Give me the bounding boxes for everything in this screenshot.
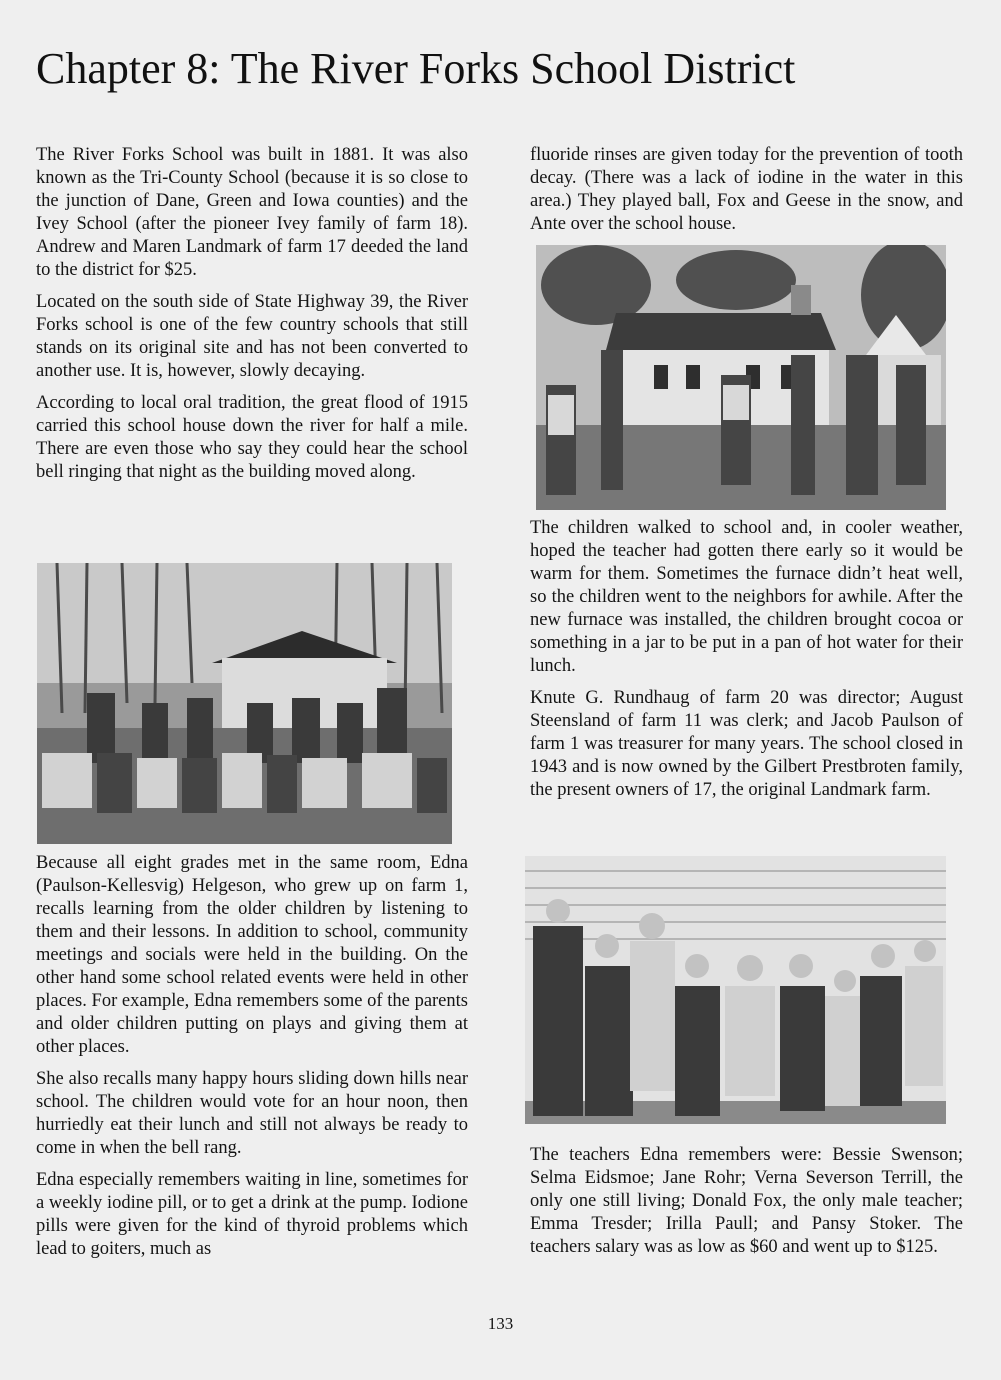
page-number: 133 [487,1314,514,1333]
right-column-bottom [530,1144,963,1259]
paragraph-waiting-in-line: Edna especially remembers waiting in line, sometimes for a weekly iodine pill, or to get a drink at the pump. Iodione pills were given for the kind of thyroid problems which lead to goiters, much as [36,1170,468,1259]
paragraph-fluoride: fluoride rinses are given today for the prevention of tooth decay. (There was a lack of iodine in the water in this area.) They played ball, Fox and Geese in the snow, and Ante over the school house. [530,145,963,234]
paragraph-sliding: She also recalls many happy hours sliding down hills near school. The children would vote for an hour noon, then hurriedly eat their lunch and still not always be ready to come in when the bell rang. [36,1069,468,1158]
children-group-photo [525,856,946,1124]
right-column-top [530,144,963,236]
paragraph-flood: According to local oral tradition, the great flood of 1915 carried this school house down the river for half a mile. There are even those who say they could hear the school bell ringing that night as the building moved along. [36,393,468,482]
paragraph-walked-to-school: The children walked to school and, in cooler weather, hoped the teacher had gotten there early so it would be warm for them. Sometimes the furnace didn’t heat well, so the children went to the neighbors for awhile. After the new furnace was installed, the children brought cocoa or something in a jar to be put in a pan of hot water for their lunch. [530,518,963,676]
paragraph-school-built: The River Forks School was built in 1881. It was also known as the Tri-County School (because it is so close to the junction of Dane, Green and Iowa counties) and the Ivey School (after the pioneer Ivey family of farm 18). Andrew and Maren Landmark of farm 17 deeded the land to the district for $25. [36,145,468,280]
left-column-bottom [36,852,468,1261]
chapter-title: Chapter 8: The River Forks School District [36,44,796,93]
paragraph-school-officers: Knute G. Rundhaug of farm 20 was director; August Steensland of farm 11 was clerk; and Jacob Paulson of farm 1 was treasurer for many years. The school closed in 1943 and is now owned by the Gilbert Prestbroten family, the present owners of 17, the original Landmark farm. [530,688,963,800]
paragraph-teachers: The teachers Edna remembers were: Bessie Swenson; Selma Eidsmoe; Jane Rohr; Verna Severson Terrill, the only one still living; Donald Fox, the only male teacher; Emma Tresder; Irilla Paull; and Pansy Stoker. The teachers salary was as low as $60 and went up to $125. [530,1145,963,1257]
left-column-top [36,144,468,484]
paragraph-eight-grades: Because all eight grades met in the same room, Edna (Paulson-Kellesvig) Helgeson, who grew up on farm 1, recalls learning from the older children by listening to them and their lessons. In addition to school, community meetings and socials were held in the building. On the other hand some school related events were held in other places. For example, Edna remembers some of the parents and older children putting on plays and giving them at other places. [36,853,468,1057]
right-column-middle [530,517,963,802]
school-class-photo [37,563,452,844]
paragraph-location: Located on the south side of State Highway 39, the River Forks school is one of the few country schools that still stands on its original site and has not been converted to another use. It is, however, slowly decaying. [36,292,468,381]
boys-handstand-photo [536,245,946,510]
